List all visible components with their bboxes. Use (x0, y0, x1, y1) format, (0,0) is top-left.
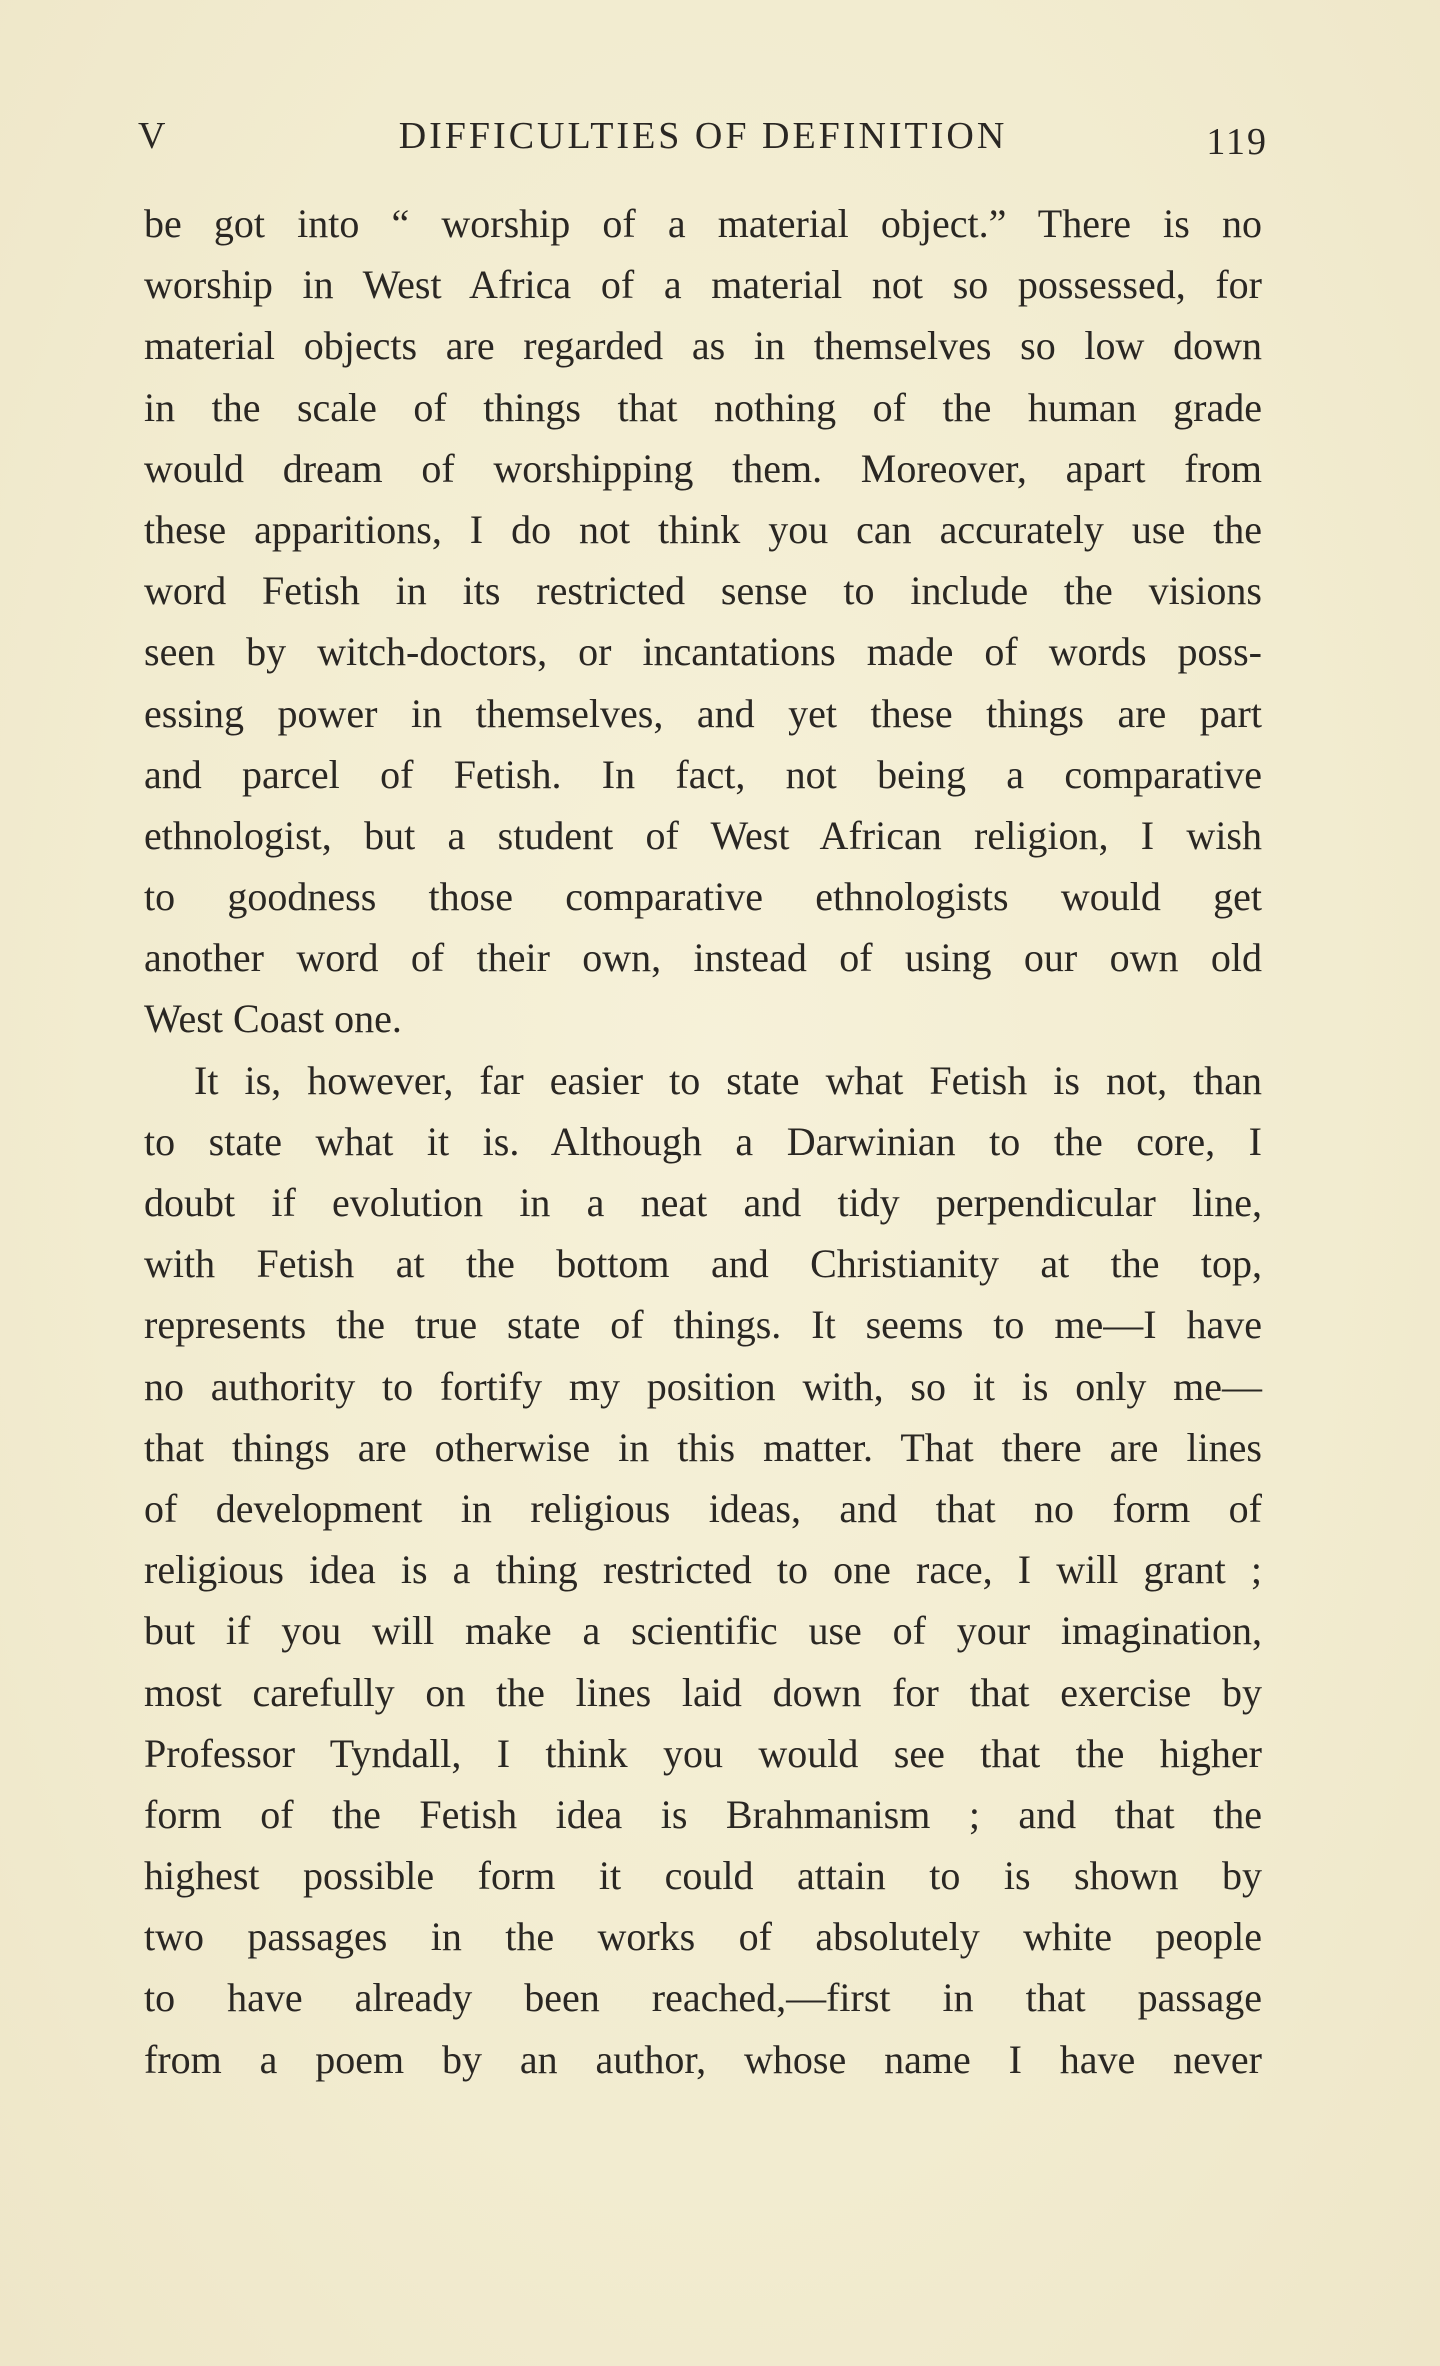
text-line: of development in religious ideas, and that no form of (144, 1485, 1262, 1531)
running-title: DIFFICULTIES OF DEFINITION (398, 115, 1008, 157)
text-line: no authority to fortify my position with, so it is only me— (144, 1363, 1262, 1409)
paragraph-start-line: It is, however, far easier to state what Fetish is not, than (194, 1057, 1262, 1103)
text-line: religious idea is a thing restricted to one race, I will grant ; (144, 1547, 1262, 1593)
text-line: would dream of worshipping them. Moreover, apart from (144, 445, 1262, 491)
text-line: to have already been reached,—first in that passage (144, 1975, 1262, 2021)
text-line: word Fetish in its restricted sense to include the visions (144, 568, 1262, 614)
text-line: ethnologist, but a student of West African religion, I wish (144, 812, 1262, 858)
text-line: that things are otherwise in this matter. That there are lines (144, 1424, 1262, 1470)
text-line: to state what it is. Although a Darwinian to the core, I (144, 1118, 1262, 1164)
text-line: Professor Tyndall, I think you would see that the higher (144, 1730, 1262, 1776)
text-line: represents the true state of things. It seems to me—I have (144, 1302, 1262, 1348)
text-line: two passages in the works of absolutely white people (144, 1914, 1262, 1960)
text-line: from a poem by an author, whose name I have never (144, 2036, 1262, 2082)
text-line: in the scale of things that nothing of the human grade (144, 384, 1262, 430)
text-line: essing power in themselves, and yet these things are part (144, 690, 1262, 736)
text-line: material objects are regarded as in themselves so low down (144, 323, 1262, 369)
text-line: with Fetish at the bottom and Christianity at the top, (144, 1241, 1262, 1287)
paragraph-end-line: West Coast one. (144, 996, 402, 1042)
text-line: and parcel of Fetish. In fact, not being a comparative (144, 751, 1262, 797)
page-number: 119 (1206, 121, 1268, 163)
running-header (138, 108, 1268, 164)
text-line: most carefully on the lines laid down for that exercise by (144, 1669, 1262, 1715)
chapter-number: V (138, 115, 169, 157)
text-line: be got into “ worship of a material object.” There is no (144, 201, 1262, 246)
text-line: to goodness those comparative ethnologists would get (144, 874, 1262, 920)
text-line: doubt if evolution in a neat and tidy perpendicular line, (144, 1180, 1262, 1225)
text-line: these apparitions, I do not think you can accurately use the (144, 506, 1262, 552)
text-line: highest possible form it could attain to is shown by (144, 1853, 1262, 1899)
text-line: worship in West Africa of a material not so possessed, for (144, 262, 1262, 308)
text-line: but if you will make a scientific use of your imagination, (144, 1608, 1262, 1654)
text-line: form of the Fetish idea is Brahmanism ; and that the (144, 1791, 1262, 1837)
body-text (144, 193, 1262, 2090)
text-line: another word of their own, instead of using our own old (144, 935, 1262, 981)
text-line: seen by witch-doctors, or incantations made of words poss- (144, 629, 1262, 675)
